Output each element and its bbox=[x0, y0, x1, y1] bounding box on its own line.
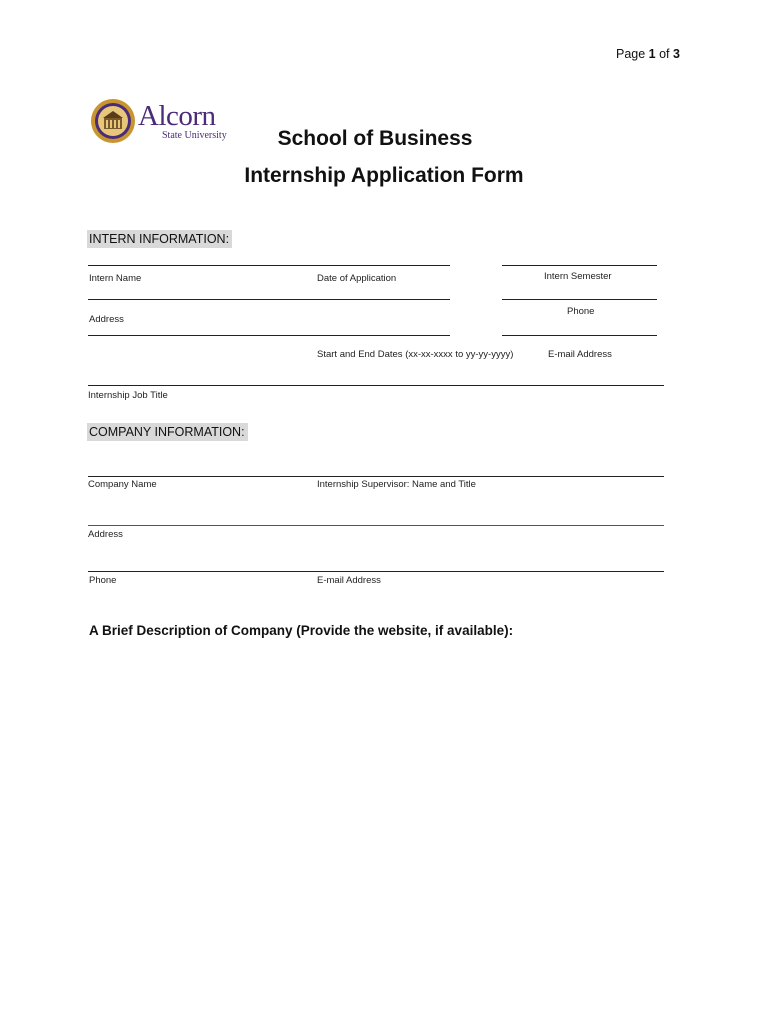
company-name-line[interactable] bbox=[88, 476, 664, 477]
logo-wordmark: Alcorn bbox=[138, 100, 216, 132]
company-description-area[interactable] bbox=[88, 645, 664, 975]
company-section-heading: COMPANY INFORMATION: bbox=[87, 423, 248, 441]
company-address-line[interactable] bbox=[88, 525, 664, 526]
intern-phone-label: Phone bbox=[567, 306, 595, 317]
form-title: Internship Application Form bbox=[244, 164, 524, 187]
page-current: 1 bbox=[648, 47, 656, 61]
intern-address-label: Address bbox=[89, 314, 124, 325]
date-of-application-label: Date of Application bbox=[317, 273, 397, 284]
company-phone-label: Phone bbox=[89, 575, 117, 586]
intern-name-label: Intern Name bbox=[89, 273, 142, 284]
intern-section-heading: INTERN INFORMATION: bbox=[87, 230, 232, 248]
company-phone-line[interactable] bbox=[88, 571, 664, 572]
intern-email-label: E-mail Address bbox=[548, 349, 612, 360]
job-title-label: Internship Job Title bbox=[88, 390, 168, 401]
intern-email-line[interactable] bbox=[502, 335, 657, 336]
intern-address-line-1[interactable] bbox=[88, 299, 450, 300]
form-school-title: School of Business bbox=[277, 127, 473, 150]
page-label: Page bbox=[616, 47, 649, 61]
page-number bbox=[616, 47, 680, 61]
page-of-label: of bbox=[655, 47, 673, 61]
intern-semester-label: Intern Semester bbox=[544, 271, 612, 282]
job-title-line[interactable] bbox=[88, 385, 664, 386]
start-end-dates-label: Start and End Dates (xx-xx-xxxx to yy-yy-yyyy) bbox=[317, 349, 514, 360]
intern-name-line[interactable] bbox=[88, 265, 450, 266]
company-name-label: Company Name bbox=[88, 479, 157, 490]
intern-dates-line[interactable] bbox=[88, 335, 450, 336]
company-address-label: Address bbox=[88, 529, 123, 540]
intern-phone-line[interactable] bbox=[502, 299, 657, 300]
intern-semester-line[interactable] bbox=[502, 265, 657, 266]
company-email-label: E-mail Address bbox=[317, 575, 381, 586]
page-total: 3 bbox=[673, 47, 680, 61]
supervisor-label: Internship Supervisor: Name and Title bbox=[317, 479, 476, 490]
company-description-prompt: A Brief Description of Company (Provide the website, if available): bbox=[89, 623, 514, 638]
logo-subtitle: State University bbox=[162, 130, 227, 141]
